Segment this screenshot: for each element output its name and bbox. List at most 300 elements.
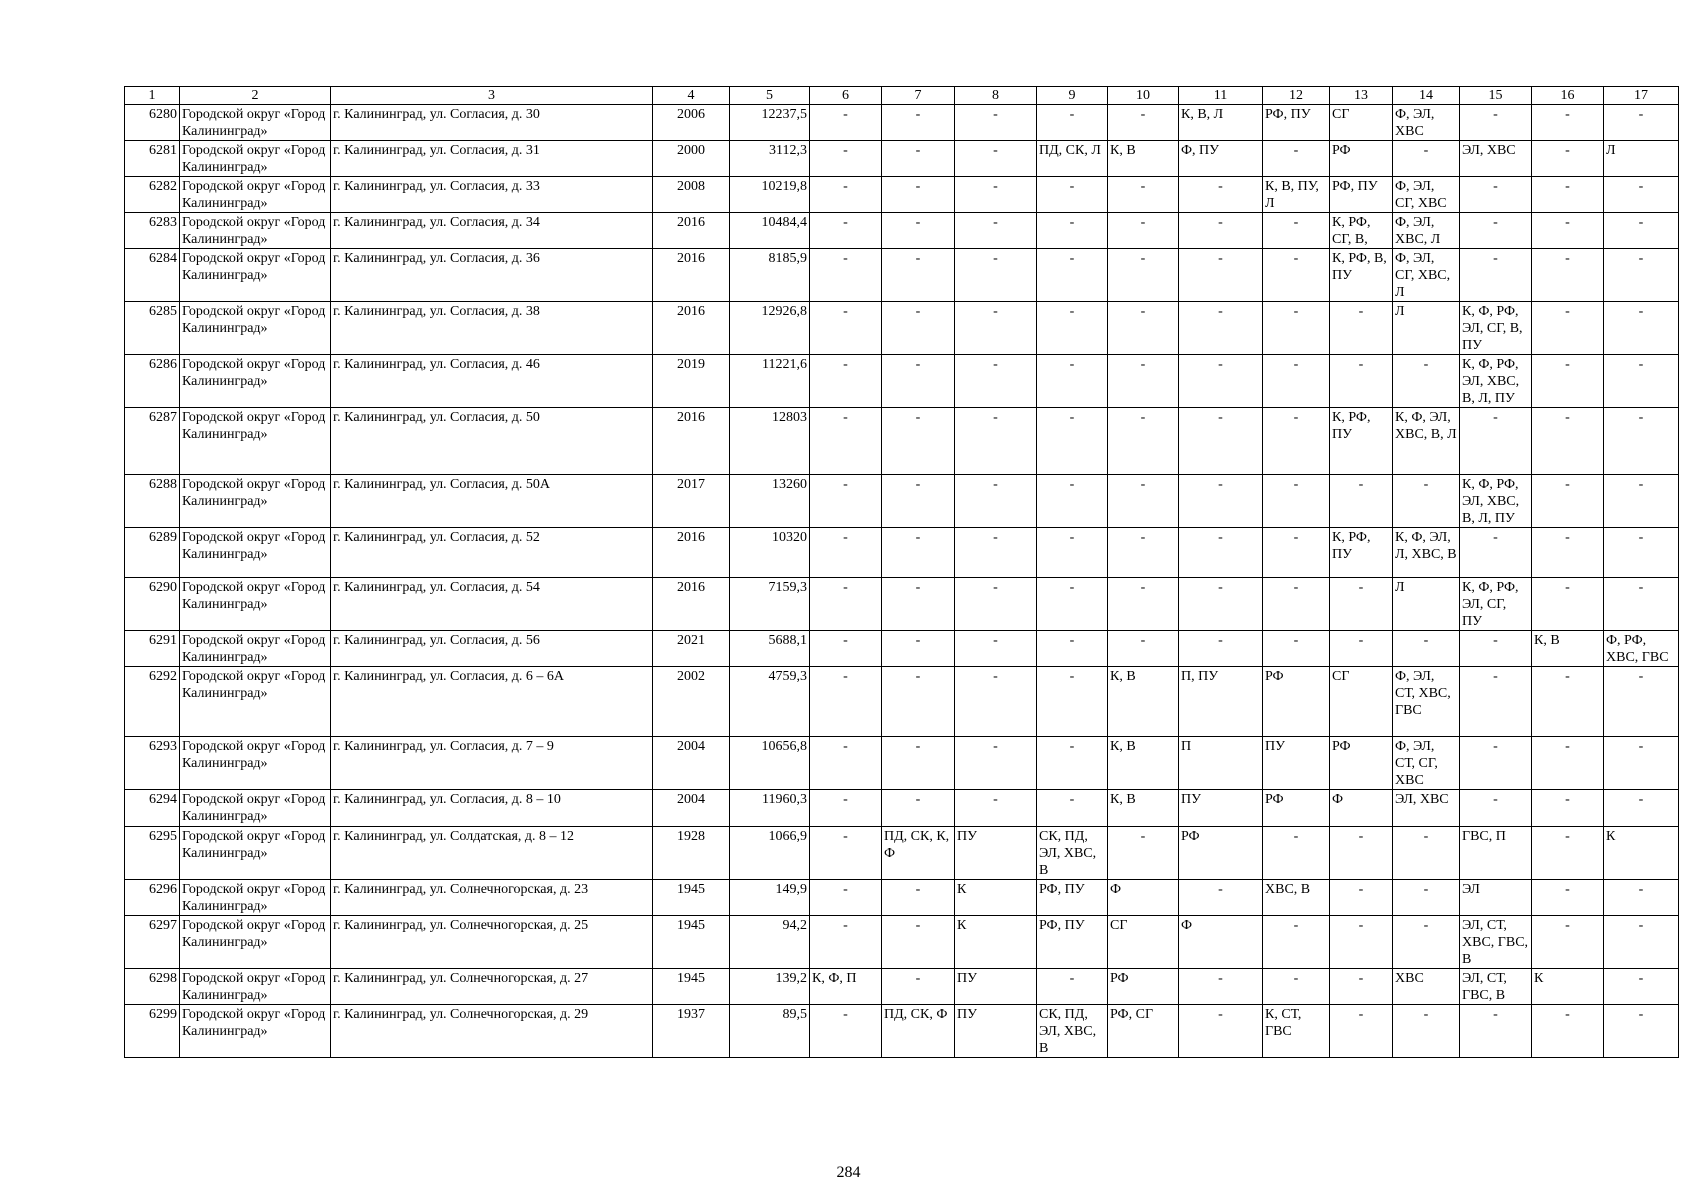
table-cell-col-7: - [882,880,955,916]
table-cell-col-4: 2016 [653,302,730,355]
table-cell-col-14: Ф, ЭЛ, ХВС [1393,105,1460,141]
table-cell-col-5: 10656,8 [730,737,810,790]
table-cell-col-9: РФ, ПУ [1037,916,1108,969]
table-cell-col-11: - [1179,631,1263,667]
table-cell-col-8: - [955,408,1037,475]
table-cell-col-2: Городской округ «Город Калининград» [180,213,331,249]
table-cell-col-1: 6294 [125,790,180,827]
table-cell-col-1: 6283 [125,213,180,249]
table-cell-col-15: - [1460,737,1532,790]
table-cell-col-10: - [1108,475,1179,528]
table-cell-col-13: К, РФ, ПУ [1330,528,1393,578]
table-cell-col-15: - [1460,631,1532,667]
table-row [125,790,1679,827]
table-cell-col-11: Ф [1179,916,1263,969]
table-cell-col-3: г. Калининград, ул. Согласия, д. 50 [331,408,653,475]
table-cell-col-11: - [1179,528,1263,578]
table-cell-col-13: РФ, ПУ [1330,177,1393,213]
table-cell-col-10: - [1108,355,1179,408]
table-cell-col-9: - [1037,213,1108,249]
table-cell-col-8: - [955,249,1037,302]
table-cell-col-2: Городской округ «Город Калининград» [180,916,331,969]
table-cell-col-3: г. Калининград, ул. Согласия, д. 56 [331,631,653,667]
table-row [125,737,1679,790]
table-cell-col-5: 11960,3 [730,790,810,827]
table-cell-col-1: 6293 [125,737,180,790]
table-cell-col-6: - [810,578,882,631]
table-cell-col-8: ПУ [955,827,1037,880]
table-cell-col-17: - [1604,105,1679,141]
table-cell-col-12: РФ [1263,790,1330,827]
table-cell-col-11: - [1179,408,1263,475]
table-cell-col-15: К, Ф, РФ, ЭЛ, ХВС, В, Л, ПУ [1460,355,1532,408]
table-cell-col-9: - [1037,969,1108,1005]
table-cell-col-7: - [882,177,955,213]
table-cell-col-5: 11221,6 [730,355,810,408]
table-cell-col-16: - [1532,916,1604,969]
table-row [125,475,1679,528]
table-cell-col-8: ПУ [955,969,1037,1005]
table-cell-col-16: - [1532,1005,1604,1058]
table-cell-col-16: - [1532,667,1604,737]
table-cell-col-1: 6290 [125,578,180,631]
table-cell-col-5: 5688,1 [730,631,810,667]
table-cell-col-5: 12803 [730,408,810,475]
table-cell-col-8: - [955,790,1037,827]
table-cell-col-12: - [1263,213,1330,249]
table-cell-col-14: - [1393,1005,1460,1058]
table-cell-col-17: - [1604,355,1679,408]
table-cell-col-10: - [1108,631,1179,667]
table-cell-col-10: Ф [1108,880,1179,916]
table-cell-col-7: - [882,302,955,355]
table-row [125,355,1679,408]
table-cell-col-11: - [1179,355,1263,408]
table-cell-col-6: - [810,1005,882,1058]
table-cell-col-17: - [1604,880,1679,916]
table-cell-col-9: РФ, ПУ [1037,880,1108,916]
table-cell-col-15: К, Ф, РФ, ЭЛ, ХВС, В, Л, ПУ [1460,475,1532,528]
table-cell-col-2: Городской округ «Город Калининград» [180,475,331,528]
table-cell-col-14: - [1393,141,1460,177]
table-cell-col-15: ЭЛ [1460,880,1532,916]
table-cell-col-17: - [1604,790,1679,827]
table-cell-col-6: - [810,249,882,302]
table-cell-col-17: Л [1604,141,1679,177]
table-cell-col-7: - [882,790,955,827]
table-cell-col-8: - [955,737,1037,790]
table-cell-col-12: ПУ [1263,737,1330,790]
table-cell-col-5: 12926,8 [730,302,810,355]
column-header: 3 [331,87,653,105]
table-cell-col-9: СК, ПД, ЭЛ, ХВС, В [1037,827,1108,880]
table-cell-col-6: - [810,177,882,213]
table-cell-col-12: РФ, ПУ [1263,105,1330,141]
table-row [125,302,1679,355]
table-cell-col-4: 1945 [653,969,730,1005]
table-cell-col-3: г. Калининград, ул. Согласия, д. 36 [331,249,653,302]
table-cell-col-10: - [1108,578,1179,631]
table-cell-col-16: - [1532,177,1604,213]
table-cell-col-11: К, В, Л [1179,105,1263,141]
table-row [125,105,1679,141]
table-cell-col-2: Городской округ «Город Калининград» [180,578,331,631]
table-cell-col-16: - [1532,105,1604,141]
table-cell-col-8: К [955,880,1037,916]
table-cell-col-3: г. Калининград, ул. Согласия, д. 46 [331,355,653,408]
table-cell-col-7: ПД, СК, К, Ф [882,827,955,880]
table-cell-col-10: СГ [1108,916,1179,969]
table-cell-col-16: - [1532,578,1604,631]
table-cell-col-2: Городской округ «Город Калининград» [180,249,331,302]
table-cell-col-8: - [955,177,1037,213]
table-cell-col-2: Городской округ «Город Калининград» [180,528,331,578]
table-cell-col-13: - [1330,355,1393,408]
table-cell-col-9: - [1037,790,1108,827]
column-header: 12 [1263,87,1330,105]
table-cell-col-15: ЭЛ, СТ, ГВС, В [1460,969,1532,1005]
table-cell-col-6: - [810,528,882,578]
table-cell-col-3: г. Калининград, ул. Солнечногорская, д. 23 [331,880,653,916]
table-cell-col-2: Городской округ «Город Калининград» [180,141,331,177]
table-cell-col-13: РФ [1330,737,1393,790]
table-cell-col-5: 7159,3 [730,578,810,631]
table-cell-col-4: 2021 [653,631,730,667]
table-cell-col-4: 2004 [653,737,730,790]
table-row [125,667,1679,737]
table-cell-col-7: - [882,969,955,1005]
table-cell-col-4: 2016 [653,249,730,302]
table-cell-col-4: 2019 [653,355,730,408]
table-cell-col-10: - [1108,528,1179,578]
table-cell-col-16: - [1532,302,1604,355]
table-cell-col-12: РФ [1263,667,1330,737]
table-cell-col-9: - [1037,631,1108,667]
table-row [125,141,1679,177]
table-cell-col-13: К, РФ, СГ, В, [1330,213,1393,249]
table-cell-col-1: 6291 [125,631,180,667]
table-cell-col-14: Л [1393,578,1460,631]
registry-table [124,86,1679,1058]
table-cell-col-6: - [810,880,882,916]
column-header: 14 [1393,87,1460,105]
table-cell-col-14: Ф, ЭЛ, ХВС, Л [1393,213,1460,249]
table-cell-col-13: - [1330,1005,1393,1058]
table-cell-col-17: К [1604,827,1679,880]
table-cell-col-12: - [1263,249,1330,302]
table-cell-col-14: - [1393,631,1460,667]
table-cell-col-4: 2002 [653,667,730,737]
table-cell-col-16: - [1532,737,1604,790]
table-cell-col-1: 6281 [125,141,180,177]
table-cell-col-10: - [1108,302,1179,355]
table-cell-col-3: г. Калининград, ул. Солнечногорская, д. 27 [331,969,653,1005]
table-cell-col-3: г. Калининград, ул. Согласия, д. 8 – 10 [331,790,653,827]
table-cell-col-15: К, Ф, РФ, ЭЛ, СГ, ПУ [1460,578,1532,631]
table-cell-col-3: г. Калининград, ул. Согласия, д. 7 – 9 [331,737,653,790]
table-cell-col-8: К [955,916,1037,969]
table-cell-col-9: - [1037,177,1108,213]
column-header: 16 [1532,87,1604,105]
table-cell-col-7: - [882,249,955,302]
table-cell-col-12: ХВС, В [1263,880,1330,916]
table-cell-col-8: - [955,528,1037,578]
table-cell-col-17: - [1604,177,1679,213]
table-cell-col-7: - [882,631,955,667]
table-cell-col-9: СК, ПД, ЭЛ, ХВС, В [1037,1005,1108,1058]
table-cell-col-1: 6296 [125,880,180,916]
table-cell-col-8: - [955,355,1037,408]
table-cell-col-10: - [1108,827,1179,880]
table-cell-col-17: - [1604,737,1679,790]
table-body [125,105,1679,1058]
table-cell-col-13: К, РФ, ПУ [1330,408,1393,475]
table-cell-col-10: К, В [1108,737,1179,790]
table-cell-col-9: - [1037,667,1108,737]
table-cell-col-17: - [1604,408,1679,475]
table-cell-col-7: - [882,213,955,249]
table-cell-col-11: П, ПУ [1179,667,1263,737]
table-cell-col-11: - [1179,249,1263,302]
table-cell-col-6: - [810,631,882,667]
table-cell-col-6: - [810,737,882,790]
table-cell-col-15: - [1460,667,1532,737]
table-cell-col-17: - [1604,475,1679,528]
table-cell-col-12: - [1263,827,1330,880]
table-cell-col-16: - [1532,790,1604,827]
table-cell-col-8: - [955,141,1037,177]
table-cell-col-16: - [1532,408,1604,475]
table-row [125,578,1679,631]
table-cell-col-9: - [1037,302,1108,355]
table-cell-col-3: г. Калининград, ул. Согласия, д. 34 [331,213,653,249]
table-cell-col-12: - [1263,631,1330,667]
table-cell-col-2: Городской округ «Город Калининград» [180,880,331,916]
table-cell-col-17: Ф, РФ, ХВС, ГВС [1604,631,1679,667]
table-cell-col-15: - [1460,1005,1532,1058]
table-cell-col-16: - [1532,249,1604,302]
table-cell-col-15: - [1460,213,1532,249]
table-cell-col-1: 6287 [125,408,180,475]
column-header: 10 [1108,87,1179,105]
table-cell-col-2: Городской округ «Город Калининград» [180,737,331,790]
table-cell-col-8: - [955,302,1037,355]
table-cell-col-2: Городской округ «Город Калининград» [180,408,331,475]
table-cell-col-11: - [1179,880,1263,916]
table-cell-col-17: - [1604,302,1679,355]
table-cell-col-9: ПД, СК, Л [1037,141,1108,177]
table-cell-col-8: - [955,105,1037,141]
table-cell-col-2: Городской округ «Город Калининград» [180,1005,331,1058]
table-cell-col-16: - [1532,141,1604,177]
table-row [125,880,1679,916]
table-row [125,631,1679,667]
table-cell-col-9: - [1037,355,1108,408]
table-cell-col-11: - [1179,578,1263,631]
table-cell-col-9: - [1037,249,1108,302]
column-header: 13 [1330,87,1393,105]
table-cell-col-3: г. Калининград, ул. Солнечногорская, д. 25 [331,916,653,969]
table-cell-col-17: - [1604,578,1679,631]
table-cell-col-15: - [1460,528,1532,578]
table-cell-col-15: ЭЛ, СТ, ХВС, ГВС, В [1460,916,1532,969]
column-header: 8 [955,87,1037,105]
table-cell-col-12: - [1263,302,1330,355]
table-cell-col-5: 89,5 [730,1005,810,1058]
table-header-row [125,87,1679,105]
table-cell-col-5: 149,9 [730,880,810,916]
table-cell-col-4: 1945 [653,880,730,916]
table-cell-col-13: - [1330,631,1393,667]
table-cell-col-10: К, В [1108,790,1179,827]
table-cell-col-7: - [882,667,955,737]
table-cell-col-3: г. Калининград, ул. Солнечногорская, д. 29 [331,1005,653,1058]
table-cell-col-13: - [1330,827,1393,880]
table-cell-col-6: - [810,790,882,827]
table-cell-col-5: 139,2 [730,969,810,1005]
column-header: 1 [125,87,180,105]
table-cell-col-12: - [1263,141,1330,177]
table-row [125,249,1679,302]
table-cell-col-4: 1937 [653,1005,730,1058]
table-cell-col-5: 10484,4 [730,213,810,249]
table-cell-col-14: - [1393,355,1460,408]
table-cell-col-1: 6285 [125,302,180,355]
table-cell-col-6: К, Ф, П [810,969,882,1005]
table-cell-col-4: 2016 [653,408,730,475]
table-cell-col-17: - [1604,667,1679,737]
table-cell-col-7: - [882,141,955,177]
table-cell-col-3: г. Калининград, ул. Согласия, д. 6 – 6А [331,667,653,737]
column-header: 17 [1604,87,1679,105]
table-row [125,1005,1679,1058]
table-cell-col-4: 2017 [653,475,730,528]
table-cell-col-17: - [1604,528,1679,578]
table-cell-col-6: - [810,141,882,177]
page-number: 284 [836,1164,861,1181]
table-cell-col-14: Ф, ЭЛ, СГ, ХВС, Л [1393,249,1460,302]
table-cell-col-16: К, В [1532,631,1604,667]
table-cell-col-8: - [955,578,1037,631]
table-cell-col-16: - [1532,213,1604,249]
table-cell-col-14: К, Ф, ЭЛ, Л, ХВС, В [1393,528,1460,578]
table-cell-col-11: П [1179,737,1263,790]
table-cell-col-10: К, В [1108,141,1179,177]
table-cell-col-10: РФ, СГ [1108,1005,1179,1058]
table-cell-col-16: - [1532,475,1604,528]
table-cell-col-7: ПД, СК, Ф [882,1005,955,1058]
table-cell-col-4: 2000 [653,141,730,177]
table-cell-col-15: ЭЛ, ХВС [1460,141,1532,177]
table-cell-col-10: - [1108,213,1179,249]
table-cell-col-10: - [1108,105,1179,141]
table-cell-col-2: Городской округ «Город Калининград» [180,827,331,880]
table-cell-col-14: Ф, ЭЛ, СТ, ХВС, ГВС [1393,667,1460,737]
table-cell-col-14: Ф, ЭЛ, СГ, ХВС [1393,177,1460,213]
column-header: 9 [1037,87,1108,105]
table-cell-col-16: - [1532,880,1604,916]
table-cell-col-1: 6297 [125,916,180,969]
table-cell-col-1: 6286 [125,355,180,408]
table-cell-col-3: г. Калининград, ул. Согласия, д. 52 [331,528,653,578]
table-row [125,177,1679,213]
table-cell-col-7: - [882,475,955,528]
table-cell-col-2: Городской округ «Город Калининград» [180,105,331,141]
table-cell-col-3: г. Калининград, ул. Согласия, д. 30 [331,105,653,141]
table-cell-col-3: г. Калининград, ул. Согласия, д. 38 [331,302,653,355]
table-cell-col-7: - [882,355,955,408]
table-cell-col-8: - [955,213,1037,249]
table-cell-col-1: 6289 [125,528,180,578]
table-row [125,827,1679,880]
table-cell-col-10: - [1108,249,1179,302]
table-cell-col-8: - [955,631,1037,667]
table-cell-col-11: - [1179,1005,1263,1058]
table-cell-col-11: РФ [1179,827,1263,880]
table-cell-col-5: 94,2 [730,916,810,969]
table-cell-col-4: 2004 [653,790,730,827]
table-cell-col-5: 12237,5 [730,105,810,141]
column-header: 6 [810,87,882,105]
table-row [125,408,1679,475]
table-cell-col-15: - [1460,790,1532,827]
table-cell-col-5: 10219,8 [730,177,810,213]
table-cell-col-14: ЭЛ, ХВС [1393,790,1460,827]
table-cell-col-2: Городской округ «Город Калининград» [180,177,331,213]
table-cell-col-3: г. Калининград, ул. Согласия, д. 54 [331,578,653,631]
table-cell-col-6: - [810,355,882,408]
table-cell-col-16: - [1532,528,1604,578]
column-header: 11 [1179,87,1263,105]
table-cell-col-13: - [1330,475,1393,528]
table-cell-col-16: - [1532,355,1604,408]
table-cell-col-9: - [1037,578,1108,631]
table-cell-col-6: - [810,667,882,737]
table-cell-col-14: К, Ф, ЭЛ, ХВС, В, Л [1393,408,1460,475]
table-cell-col-16: К [1532,969,1604,1005]
table-cell-col-1: 6292 [125,667,180,737]
table-cell-col-11: - [1179,969,1263,1005]
table-cell-col-13: - [1330,880,1393,916]
table-cell-col-12: - [1263,916,1330,969]
table-cell-col-12: К, СТ, ГВС [1263,1005,1330,1058]
table-cell-col-4: 2016 [653,213,730,249]
table-cell-col-9: - [1037,475,1108,528]
table-cell-col-15: - [1460,177,1532,213]
table-cell-col-17: - [1604,1005,1679,1058]
table-cell-col-10: - [1108,177,1179,213]
table-cell-col-8: ПУ [955,1005,1037,1058]
table-cell-col-13: К, РФ, В, ПУ [1330,249,1393,302]
table-cell-col-5: 13260 [730,475,810,528]
table-cell-col-12: - [1263,969,1330,1005]
table-cell-col-3: г. Калининград, ул. Согласия, д. 33 [331,177,653,213]
table-cell-col-9: - [1037,737,1108,790]
table-cell-col-4: 2016 [653,528,730,578]
column-header: 2 [180,87,331,105]
table-row [125,528,1679,578]
table-cell-col-14: ХВС [1393,969,1460,1005]
table-cell-col-11: - [1179,302,1263,355]
table-cell-col-5: 1066,9 [730,827,810,880]
table-cell-col-17: - [1604,249,1679,302]
table-cell-col-17: - [1604,916,1679,969]
table-cell-col-12: - [1263,475,1330,528]
table-cell-col-9: - [1037,408,1108,475]
table-cell-col-4: 1928 [653,827,730,880]
table-cell-col-1: 6298 [125,969,180,1005]
table-cell-col-11: - [1179,475,1263,528]
